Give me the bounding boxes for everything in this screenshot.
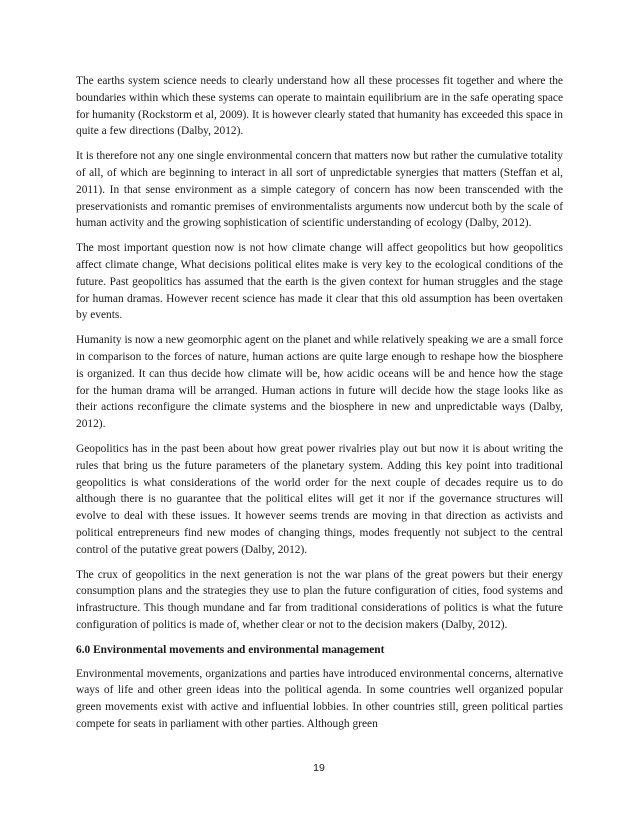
page-number: 19 <box>313 762 325 774</box>
paragraph-climate-geopolitics: The most important question now is not how climate change will affect geopolitics but how geopolitics affect climate change, What decisions political elites make is very key to the ecological conditions of the future. Past geopolitics has assumed that the earth is the given context for human struggles and the stage for human dramas. However recent science has made it clear that this old assumption has been overtaken by events. <box>76 242 563 322</box>
paragraph-environmental-movements: Environmental movements, organizations and parties have introduced environmental concerns, alternative ways of life and other green ideas into the political agenda. In some countries well organized popular green movements exist with active and influential lobbies. In other countries still, green political parties compete for seats in parliament with other parties. Although green <box>76 667 563 730</box>
paragraph-crux-of-geopolitics: The crux of geopolitics in the next generation is not the war plans of the great powers but their energy consumption plans and the strategies they use to plan the future configuration of cities, food systems and infrastructure. This though mundane and far from traditional considerations of politics is what the future configuration of politics is made of, whether clear or not to the decision makers (Dalby, 2012). <box>76 568 563 631</box>
paragraph-geomorphic-agent: Humanity is now a new geomorphic agent on the planet and while relatively speaking we are a small force in comparison to the forces of nature, human actions are quite large enough to reshape how the biosphere is organized. It can thus decide how climate will be, how acidic oceans will be and hence how the stage for the human drama will be arranged. Human actions in future will decide how the stage looks like as their actions reconfigure the climate systems and the biosphere in new and unpredictable ways (Dalby, 2012). <box>76 334 563 431</box>
paragraph-great-power-rivalries: Geopolitics has in the past been about how great power rivalries play out but now it is about writing the rules that bring us the future parameters of the planetary system. Adding this key point into traditional geopolitics is what considerations of the world order for the next couple of decades require us to do although there is no guarantee that the political elites will get it nor if the governance structures will evolve to deal with these issues. It however seems trends are moving in that direction as activists and political entrepreneurs find new modes of changing things, modes frequently not subject to the central control of the putative great powers (Dalby, 2012). <box>76 442 563 556</box>
page-body <box>76 73 563 741</box>
paragraph-earth-system-science: The earths system science needs to clearly understand how all these processes fit together and where the boundaries within which these systems can operate to maintain equilibrium are in the safe operating space for humanity (Rockstorm et al, 2009). It is however clearly stated that humanity has exceeded this space in quite a few directions (Dalby, 2012). <box>76 75 563 138</box>
section-heading: 6.0 Environmental movements and environmental management <box>76 643 385 656</box>
paragraph-cumulative-concern: It is therefore not any one single environmental concern that matters now but rather the cumulative totality of all, of which are beginning to interact in all sort of unpredictable synergies that matters (Steffan et al, 2011). In that sense environment as a simple category of concern has now been transcended with the preservationists and romantic premises of environmentalists arguments now undercut both by the scale of human activity and the growing sophistication of scientific understanding of ecology (Dalby, 2012). <box>76 150 563 230</box>
